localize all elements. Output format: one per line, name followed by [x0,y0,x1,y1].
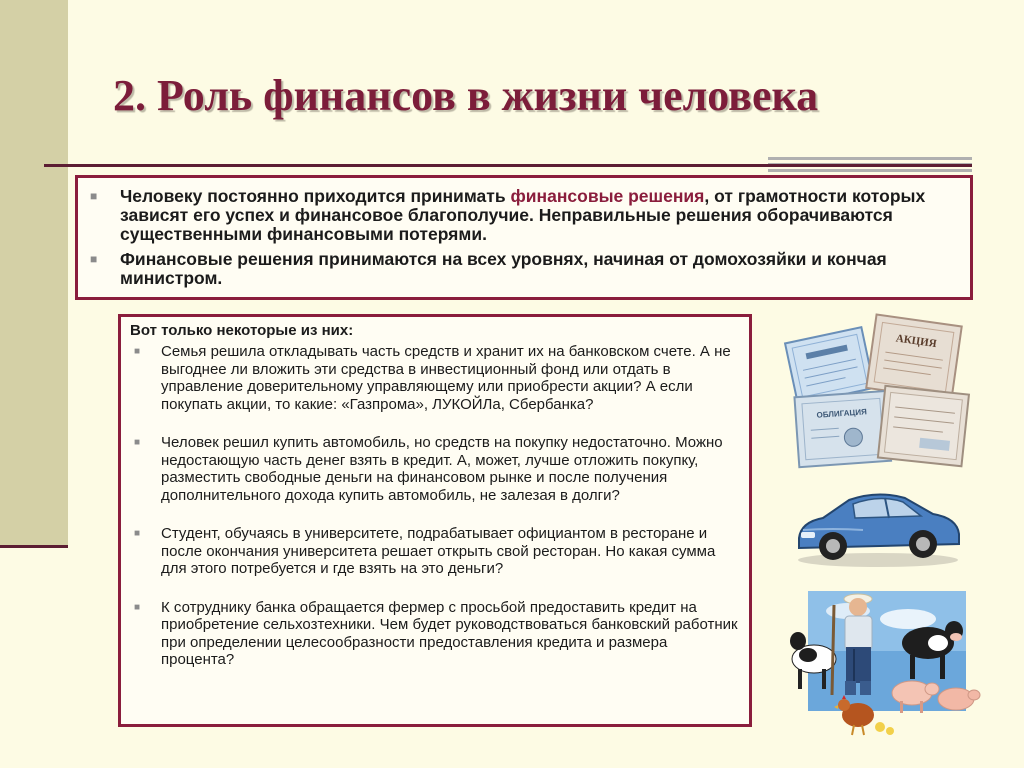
example-item: ■ Студент, обучаясь в университете, подрабатывает официантом в ресторане и после окончания университета решает открыть свой ресторан. Но какая сумма для этого потребуется и где взять на это деньги? [134,525,716,577]
svg-text:АКЦИЯ: АКЦИЯ [895,332,938,351]
highlight-term: финансовые решения [510,186,705,206]
bullet-icon: ■ [90,189,98,203]
intro-point: ■ Финансовые решения принимаются на всех уровнях, начиная от домохозяйки и кончая министром. [90,249,887,288]
example-item: ■ Семья решила откладывать часть средств и хранит их на банковском счете. А не выгоднее ли вложить эти средства в инвестиционный фонд или отдать в управление доверительному управляющему или приобрести акции? А если покупать акции, то какие: «Газпрома», ЛУКОЙЛа, Сбербанка? [134,343,731,413]
bullet-icon: ■ [134,437,141,448]
title-divider [44,164,972,167]
intro-box [75,175,973,300]
examples-heading: Вот только некоторые из них: [130,322,354,339]
svg-text:ОБЛИГАЦИЯ: ОБЛИГАЦИЯ [816,407,868,420]
bullet-icon: ■ [134,346,141,357]
example-item: ■ Человек решил купить автомобиль, но средств на покупку недостаточно. Можно недостающую часть денег взять в кредит. А, может, лучше отложить покупку, разместить свободные деньги на финансовом рынке и после получения дополнительного дохода купить автомобиль, не залезая в долги? [134,434,723,504]
slide-title: 2. Роль финансов в жизни человека [113,71,819,120]
side-band [0,0,68,545]
car-picture [793,478,963,570]
bullet-icon: ■ [90,252,98,266]
side-divider [0,545,68,548]
bullet-icon: ■ [134,528,141,539]
bullet-icon: ■ [134,601,141,613]
examples-box [118,314,752,727]
farmer-picture [788,585,988,745]
certificates-picture [783,312,973,474]
intro-point: ■ Человеку постоянно приходится принимать финансовые решения, от грамотности которых зависят его успех и финансовое благополучие. Неправильные решения оборачиваются существенными финансовыми потерями. [90,186,926,244]
example-item: ■ К сотруднику банка обращается фермер с просьбой предоставить кредит на приобретение сельхозтехники. Чем будет руководствоваться банковский работник при определении целесообразности предоставления кредита и размера процента? [134,598,738,668]
